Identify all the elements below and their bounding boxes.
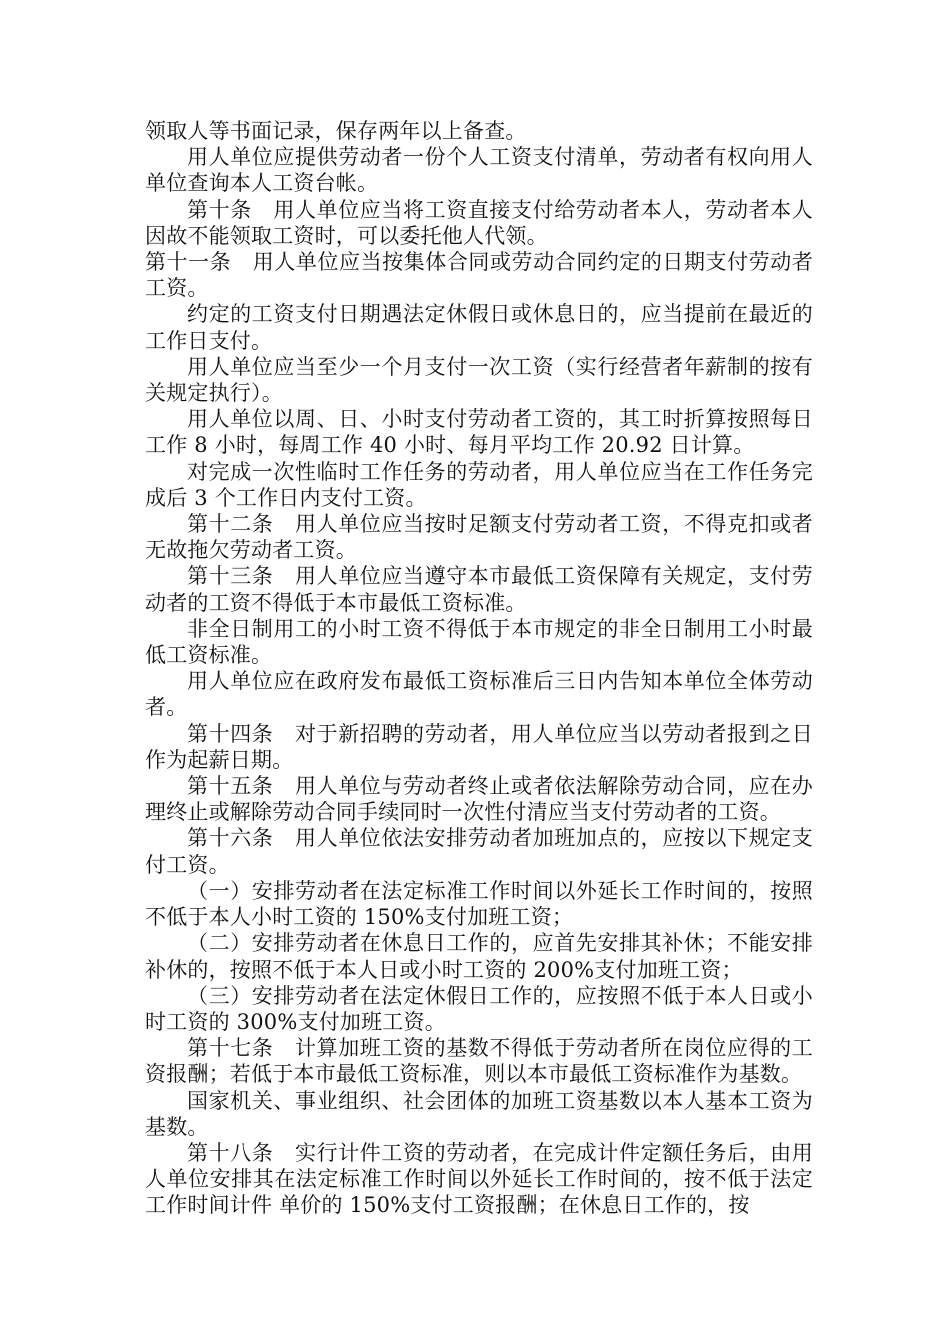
clause-3: （三）安排劳动者在法定休假日工作的，应按照不低于本人日或小时工资的 300%支付加班工资。 (145, 983, 813, 1034)
article-17: 第十七条 计算加班工资的基数不得低于劳动者所在岗位应得的工资报酬；若低于本市最低工资标准，则以本市最低工资标准作为基数。 (145, 1036, 813, 1087)
article-10: 第十条 用人单位应当将工资直接支付给劳动者本人，劳动者本人因故不能领取工资时，可以委托他人代领。 (145, 197, 813, 248)
article-16: 第十六条 用人单位依法安排劳动者加班加点的，应按以下规定支付工资。 (145, 826, 813, 877)
clause-1: （一）安排劳动者在法定标准工作时间以外延长工作时间的，按照不低于本人小时工资的 150%支付加班工资； (145, 878, 813, 930)
paragraph-7: 用人单位以周、日、小时支付劳动者工资的，其工时折算按照每日工作 8 小时，每周工作 40 小时、每月平均工作 20.92 日计算。 (145, 407, 813, 458)
clause-2: （二）安排劳动者在休息日工作的，应首先安排其补休；不能安排补休的，按照不低于本人日或小时工资的 200%支付加班工资； (145, 931, 813, 982)
paragraph-11: 非全日制用工的小时工资不得低于本市规定的非全日制用工小时最低工资标准。 (145, 616, 813, 668)
document-page (145, 118, 813, 1219)
paragraph-8: 对完成一次性临时工作任务的劳动者，用人单位应当在工作任务完成后 3 个工作日内支付工资。 (145, 459, 813, 510)
paragraph-5: 约定的工资支付日期遇法定休假日或休息日的，应当提前在最近的工作日支付。 (145, 302, 813, 353)
paragraph-2: 用人单位应提供劳动者一份个人工资支付清单，劳动者有权向用人单位查询本人工资台帐。 (145, 145, 813, 196)
paragraph-12: 用人单位应在政府发布最低工资标准后三日内告知本单位全体劳动者。 (145, 669, 813, 720)
paragraph-20: 国家机关、事业组织、社会团体的加班工资基数以本人基本工资为基数。 (145, 1088, 813, 1139)
article-12: 第十二条 用人单位应当按时足额支付劳动者工资，不得克扣或者无故拖欠劳动者工资。 (145, 512, 813, 563)
paragraph-1: 领取人等书面记录，保存两年以上备查。 (145, 119, 527, 143)
paragraph-6: 用人单位应当至少一个月支付一次工资（实行经营者年薪制的按有关规定执行）。 (145, 354, 813, 406)
article-11: 第十一条 用人单位应当按集体合同或劳动合同约定的日期支付劳动者工资。 (145, 250, 813, 301)
article-15: 第十五条 用人单位与劳动者终止或者依法解除劳动合同，应在办理终止或解除劳动合同手续同时一次性付清应当支付劳动者的工资。 (145, 774, 813, 825)
article-13: 第十三条 用人单位应当遵守本市最低工资保障有关规定，支付劳动者的工资不得低于本市最低工资标准。 (145, 564, 813, 615)
article-18: 第十八条 实行计件工资的劳动者，在完成计件定额任务后，由用人单位安排其在法定标准工作时间以外延长工作时间的，按不低于法定工作时间计件 单价的 150%支付工资报酬；在休息日工作的，按 (145, 1140, 813, 1218)
article-14: 第十四条 对于新招聘的劳动者，用人单位应当以劳动者报到之日作为起薪日期。 (145, 721, 813, 772)
